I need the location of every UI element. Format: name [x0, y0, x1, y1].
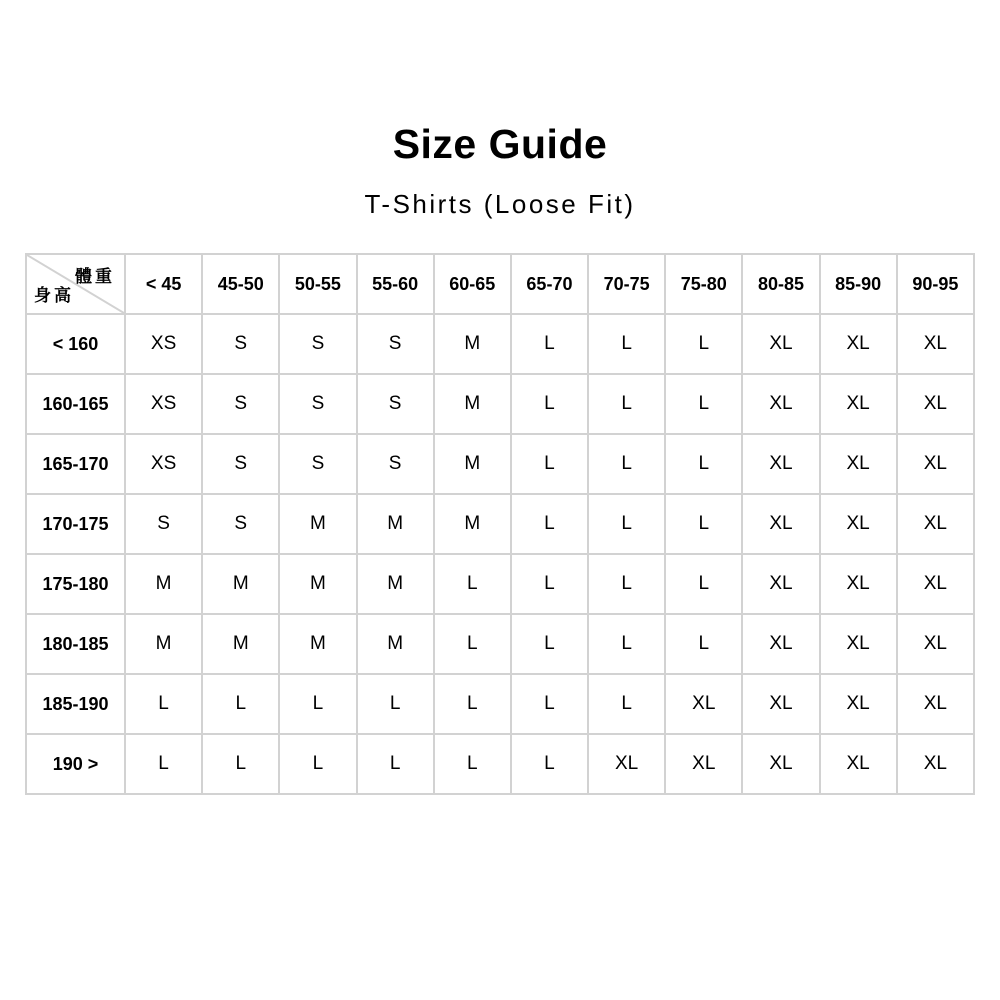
size-cell: L: [202, 734, 279, 794]
height-row-header: 190 >: [26, 734, 125, 794]
weight-column-header: 45-50: [202, 254, 279, 314]
table-row: [26, 314, 974, 374]
height-row-header: 175-180: [26, 554, 125, 614]
size-cell: M: [434, 374, 511, 434]
table-row: [26, 434, 974, 494]
size-cell: M: [279, 614, 356, 674]
weight-column-header: 55-60: [357, 254, 434, 314]
size-cell: M: [357, 614, 434, 674]
size-cell: L: [202, 674, 279, 734]
size-cell: XL: [742, 614, 819, 674]
size-cell: L: [588, 494, 665, 554]
size-cell: XL: [897, 434, 974, 494]
size-cell: L: [511, 494, 588, 554]
size-cell: M: [125, 614, 202, 674]
size-cell: S: [357, 434, 434, 494]
size-cell: L: [588, 314, 665, 374]
size-cell: L: [588, 614, 665, 674]
table-row: [26, 374, 974, 434]
size-cell: M: [279, 554, 356, 614]
size-cell: XL: [742, 434, 819, 494]
size-cell: XL: [742, 554, 819, 614]
size-cell: M: [434, 494, 511, 554]
height-row-header: 185-190: [26, 674, 125, 734]
size-cell: XL: [742, 314, 819, 374]
table-row: [26, 734, 974, 794]
weight-column-header: 80-85: [742, 254, 819, 314]
size-cell: L: [511, 674, 588, 734]
size-cell: S: [279, 374, 356, 434]
size-cell: L: [511, 734, 588, 794]
size-cell: XL: [820, 554, 897, 614]
size-cell: L: [434, 734, 511, 794]
size-cell: L: [511, 374, 588, 434]
weight-column-header: < 45: [125, 254, 202, 314]
corner-height-label: 身高: [34, 286, 74, 305]
size-cell: XS: [125, 374, 202, 434]
size-cell: S: [125, 494, 202, 554]
table-row: [26, 674, 974, 734]
size-cell: S: [357, 374, 434, 434]
size-cell: XS: [125, 314, 202, 374]
table-row: [26, 494, 974, 554]
height-row-header: 180-185: [26, 614, 125, 674]
size-cell: S: [202, 494, 279, 554]
size-cell: L: [665, 554, 742, 614]
size-cell: L: [279, 674, 356, 734]
table-header-row: [26, 254, 974, 314]
size-cell: XL: [897, 614, 974, 674]
size-cell: L: [665, 374, 742, 434]
size-cell: L: [665, 314, 742, 374]
size-cell: L: [125, 674, 202, 734]
size-cell: M: [434, 314, 511, 374]
size-cell: M: [434, 434, 511, 494]
size-cell: XL: [897, 674, 974, 734]
size-cell: L: [665, 434, 742, 494]
size-cell: M: [125, 554, 202, 614]
size-cell: L: [588, 674, 665, 734]
size-cell: XL: [742, 374, 819, 434]
size-cell: XL: [820, 614, 897, 674]
height-row-header: 170-175: [26, 494, 125, 554]
size-cell: S: [279, 434, 356, 494]
weight-column-header: 85-90: [820, 254, 897, 314]
size-cell: XL: [820, 434, 897, 494]
size-cell: XL: [820, 674, 897, 734]
size-cell: XL: [588, 734, 665, 794]
corner-weight-label: 體重: [75, 267, 115, 286]
size-cell: L: [357, 674, 434, 734]
size-cell: S: [202, 374, 279, 434]
height-row-header: 165-170: [26, 434, 125, 494]
size-cell: L: [588, 374, 665, 434]
size-cell: M: [202, 614, 279, 674]
size-cell: XL: [897, 494, 974, 554]
size-cell: S: [202, 434, 279, 494]
size-cell: L: [125, 734, 202, 794]
size-cell: L: [588, 434, 665, 494]
weight-column-header: 50-55: [279, 254, 356, 314]
size-cell: XL: [742, 494, 819, 554]
size-cell: M: [202, 554, 279, 614]
size-cell: XS: [125, 434, 202, 494]
weight-column-header: 75-80: [665, 254, 742, 314]
size-cell: XL: [820, 494, 897, 554]
table-row: [26, 554, 974, 614]
height-row-header: < 160: [26, 314, 125, 374]
size-cell: L: [588, 554, 665, 614]
size-cell: XL: [820, 374, 897, 434]
size-cell: L: [511, 314, 588, 374]
table-row: [26, 614, 974, 674]
size-cell: L: [434, 614, 511, 674]
size-cell: XL: [665, 734, 742, 794]
weight-column-header: 90-95: [897, 254, 974, 314]
size-cell: XL: [820, 314, 897, 374]
size-cell: M: [357, 554, 434, 614]
corner-cell: [26, 254, 125, 314]
height-row-header: 160-165: [26, 374, 125, 434]
size-cell: XL: [897, 314, 974, 374]
size-cell: L: [357, 734, 434, 794]
size-cell: L: [511, 434, 588, 494]
size-cell: L: [665, 494, 742, 554]
size-cell: L: [511, 614, 588, 674]
weight-column-header: 70-75: [588, 254, 665, 314]
size-cell: XL: [897, 374, 974, 434]
size-cell: XL: [742, 734, 819, 794]
size-cell: S: [202, 314, 279, 374]
size-cell: L: [434, 674, 511, 734]
size-cell: M: [357, 494, 434, 554]
size-cell: XL: [897, 554, 974, 614]
weight-column-header: 60-65: [434, 254, 511, 314]
size-cell: L: [665, 614, 742, 674]
size-cell: XL: [897, 734, 974, 794]
size-cell: L: [279, 734, 356, 794]
weight-column-header: 65-70: [511, 254, 588, 314]
size-cell: XL: [820, 734, 897, 794]
size-cell: S: [357, 314, 434, 374]
size-cell: L: [434, 554, 511, 614]
page-subtitle: T-Shirts (Loose Fit): [364, 189, 636, 219]
size-cell: M: [279, 494, 356, 554]
size-cell: XL: [665, 674, 742, 734]
size-guide-table: [25, 253, 975, 795]
page-title: Size Guide: [392, 121, 608, 167]
size-cell: S: [279, 314, 356, 374]
size-cell: XL: [742, 674, 819, 734]
size-cell: L: [511, 554, 588, 614]
